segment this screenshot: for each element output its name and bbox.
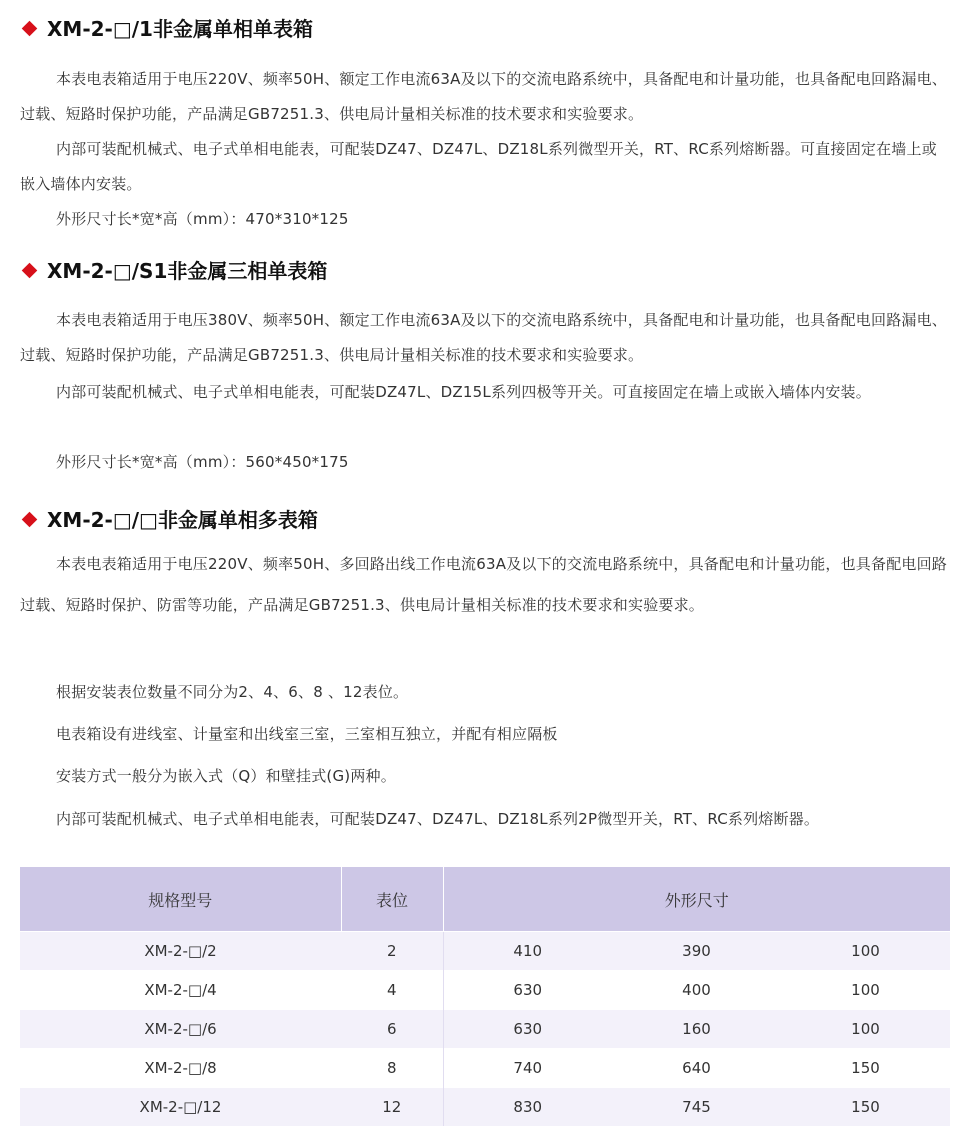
table-row [20, 1088, 950, 1127]
diamond-bullet-icon [22, 21, 38, 37]
section-1-paragraph-3: 外形尺寸长*宽*高（mm）：470*310*125 [56, 210, 349, 228]
cell-model: XM-2-□/8 [20, 1049, 341, 1088]
cell-width: 400 [612, 971, 781, 1010]
section-2-paragraph-3: 外形尺寸长*宽*高（mm）：560*450*175 [56, 453, 349, 471]
header-model: 规格型号 [20, 867, 341, 932]
cell-height: 100 [781, 971, 950, 1010]
cell-length: 630 [443, 971, 612, 1010]
section-2-paragraph-1: 本表电表箱适用于电压380V、频率50H、额定工作电流63A及以下的交流电路系统中，具备配电和计量功能，也具备配电回路漏电、过载、短路时保护功能，产品满足GB7251.3、供电局计量相关标准的技术要求和实验要求。 [20, 311, 948, 364]
section-title-2: XM-2-□/S1非金属三相单表箱 [20, 256, 327, 286]
spec-table [20, 867, 950, 1126]
cell-model: XM-2-□/2 [20, 932, 341, 971]
section-2-paragraph-2: 内部可装配机械式、电子式单相电能表，可配装DZ47L、DZ15L系列四极等开关。可直接固定在墙上或嵌入墙体内安装。 [56, 383, 871, 401]
cell-model: XM-2-□/6 [20, 1010, 341, 1049]
cell-length: 630 [443, 1010, 612, 1049]
table-row [20, 971, 950, 1010]
cell-length: 740 [443, 1049, 612, 1088]
section-title-3: XM-2-□/□非金属单相多表箱 [20, 505, 318, 535]
cell-length: 410 [443, 932, 612, 971]
diamond-bullet-icon [22, 263, 38, 279]
cell-model: XM-2-□/12 [20, 1088, 341, 1127]
section-3-paragraph-5: 内部可装配机械式、电子式单相电能表，可配装DZ47、DZ47L、DZ18L系列2P微型开关，RT、RC系列熔断器。 [56, 810, 820, 828]
cell-width: 745 [612, 1088, 781, 1127]
cell-height: 150 [781, 1049, 950, 1088]
cell-positions: 4 [341, 971, 443, 1010]
cell-positions: 12 [341, 1088, 443, 1127]
cell-positions: 8 [341, 1049, 443, 1088]
cell-width: 640 [612, 1049, 781, 1088]
table-header-row [20, 867, 950, 932]
table-row [20, 1049, 950, 1088]
cell-length: 830 [443, 1088, 612, 1127]
header-dimensions: 外形尺寸 [443, 867, 950, 932]
section-3-paragraph-3: 电表箱设有进线室、计量室和出线室三室，三室相互独立，并配有相应隔板 [56, 725, 558, 743]
section-title-1: XM-2-□/1非金属单相单表箱 [20, 14, 313, 44]
cell-positions: 6 [341, 1010, 443, 1049]
section-1-paragraph-2: 内部可装配机械式、电子式单相电能表，可配装DZ47、DZ47L、DZ18L系列微型开关，RT、RC系列熔断器。可直接固定在墙上或嵌入墙体内安装。 [20, 140, 937, 193]
cell-height: 100 [781, 932, 950, 971]
cell-width: 390 [612, 932, 781, 971]
cell-width: 160 [612, 1010, 781, 1049]
diamond-bullet-icon [22, 512, 38, 528]
cell-positions: 2 [341, 932, 443, 971]
section-3-paragraph-2: 根据安装表位数量不同分为2、4、6、8 、12表位。 [56, 683, 409, 701]
cell-height: 150 [781, 1088, 950, 1127]
cell-model: XM-2-□/4 [20, 971, 341, 1010]
cell-height: 100 [781, 1010, 950, 1049]
header-meter-positions: 表位 [341, 867, 443, 932]
section-3-paragraph-4: 安装方式一般分为嵌入式（Q）和壁挂式(G)两种。 [56, 767, 396, 785]
section-1-paragraph-1: 本表电表箱适用于电压220V、频率50H、额定工作电流63A及以下的交流电路系统中，具备配电和计量功能，也具备配电回路漏电、过载、短路时保护功能，产品满足GB7251.3、供电局计量相关标准的技术要求和实验要求。 [20, 70, 948, 123]
section-3-paragraph-1: 本表电表箱适用于电压220V、频率50H、多回路出线工作电流63A及以下的交流电路系统中，具备配电和计量功能，也具备配电回路过载、短路时保护、防雷等功能，产品满足GB7251.3、供电局计量相关标准的技术要求和实验要求。 [20, 555, 948, 614]
table-row [20, 1010, 950, 1049]
table-row [20, 932, 950, 971]
